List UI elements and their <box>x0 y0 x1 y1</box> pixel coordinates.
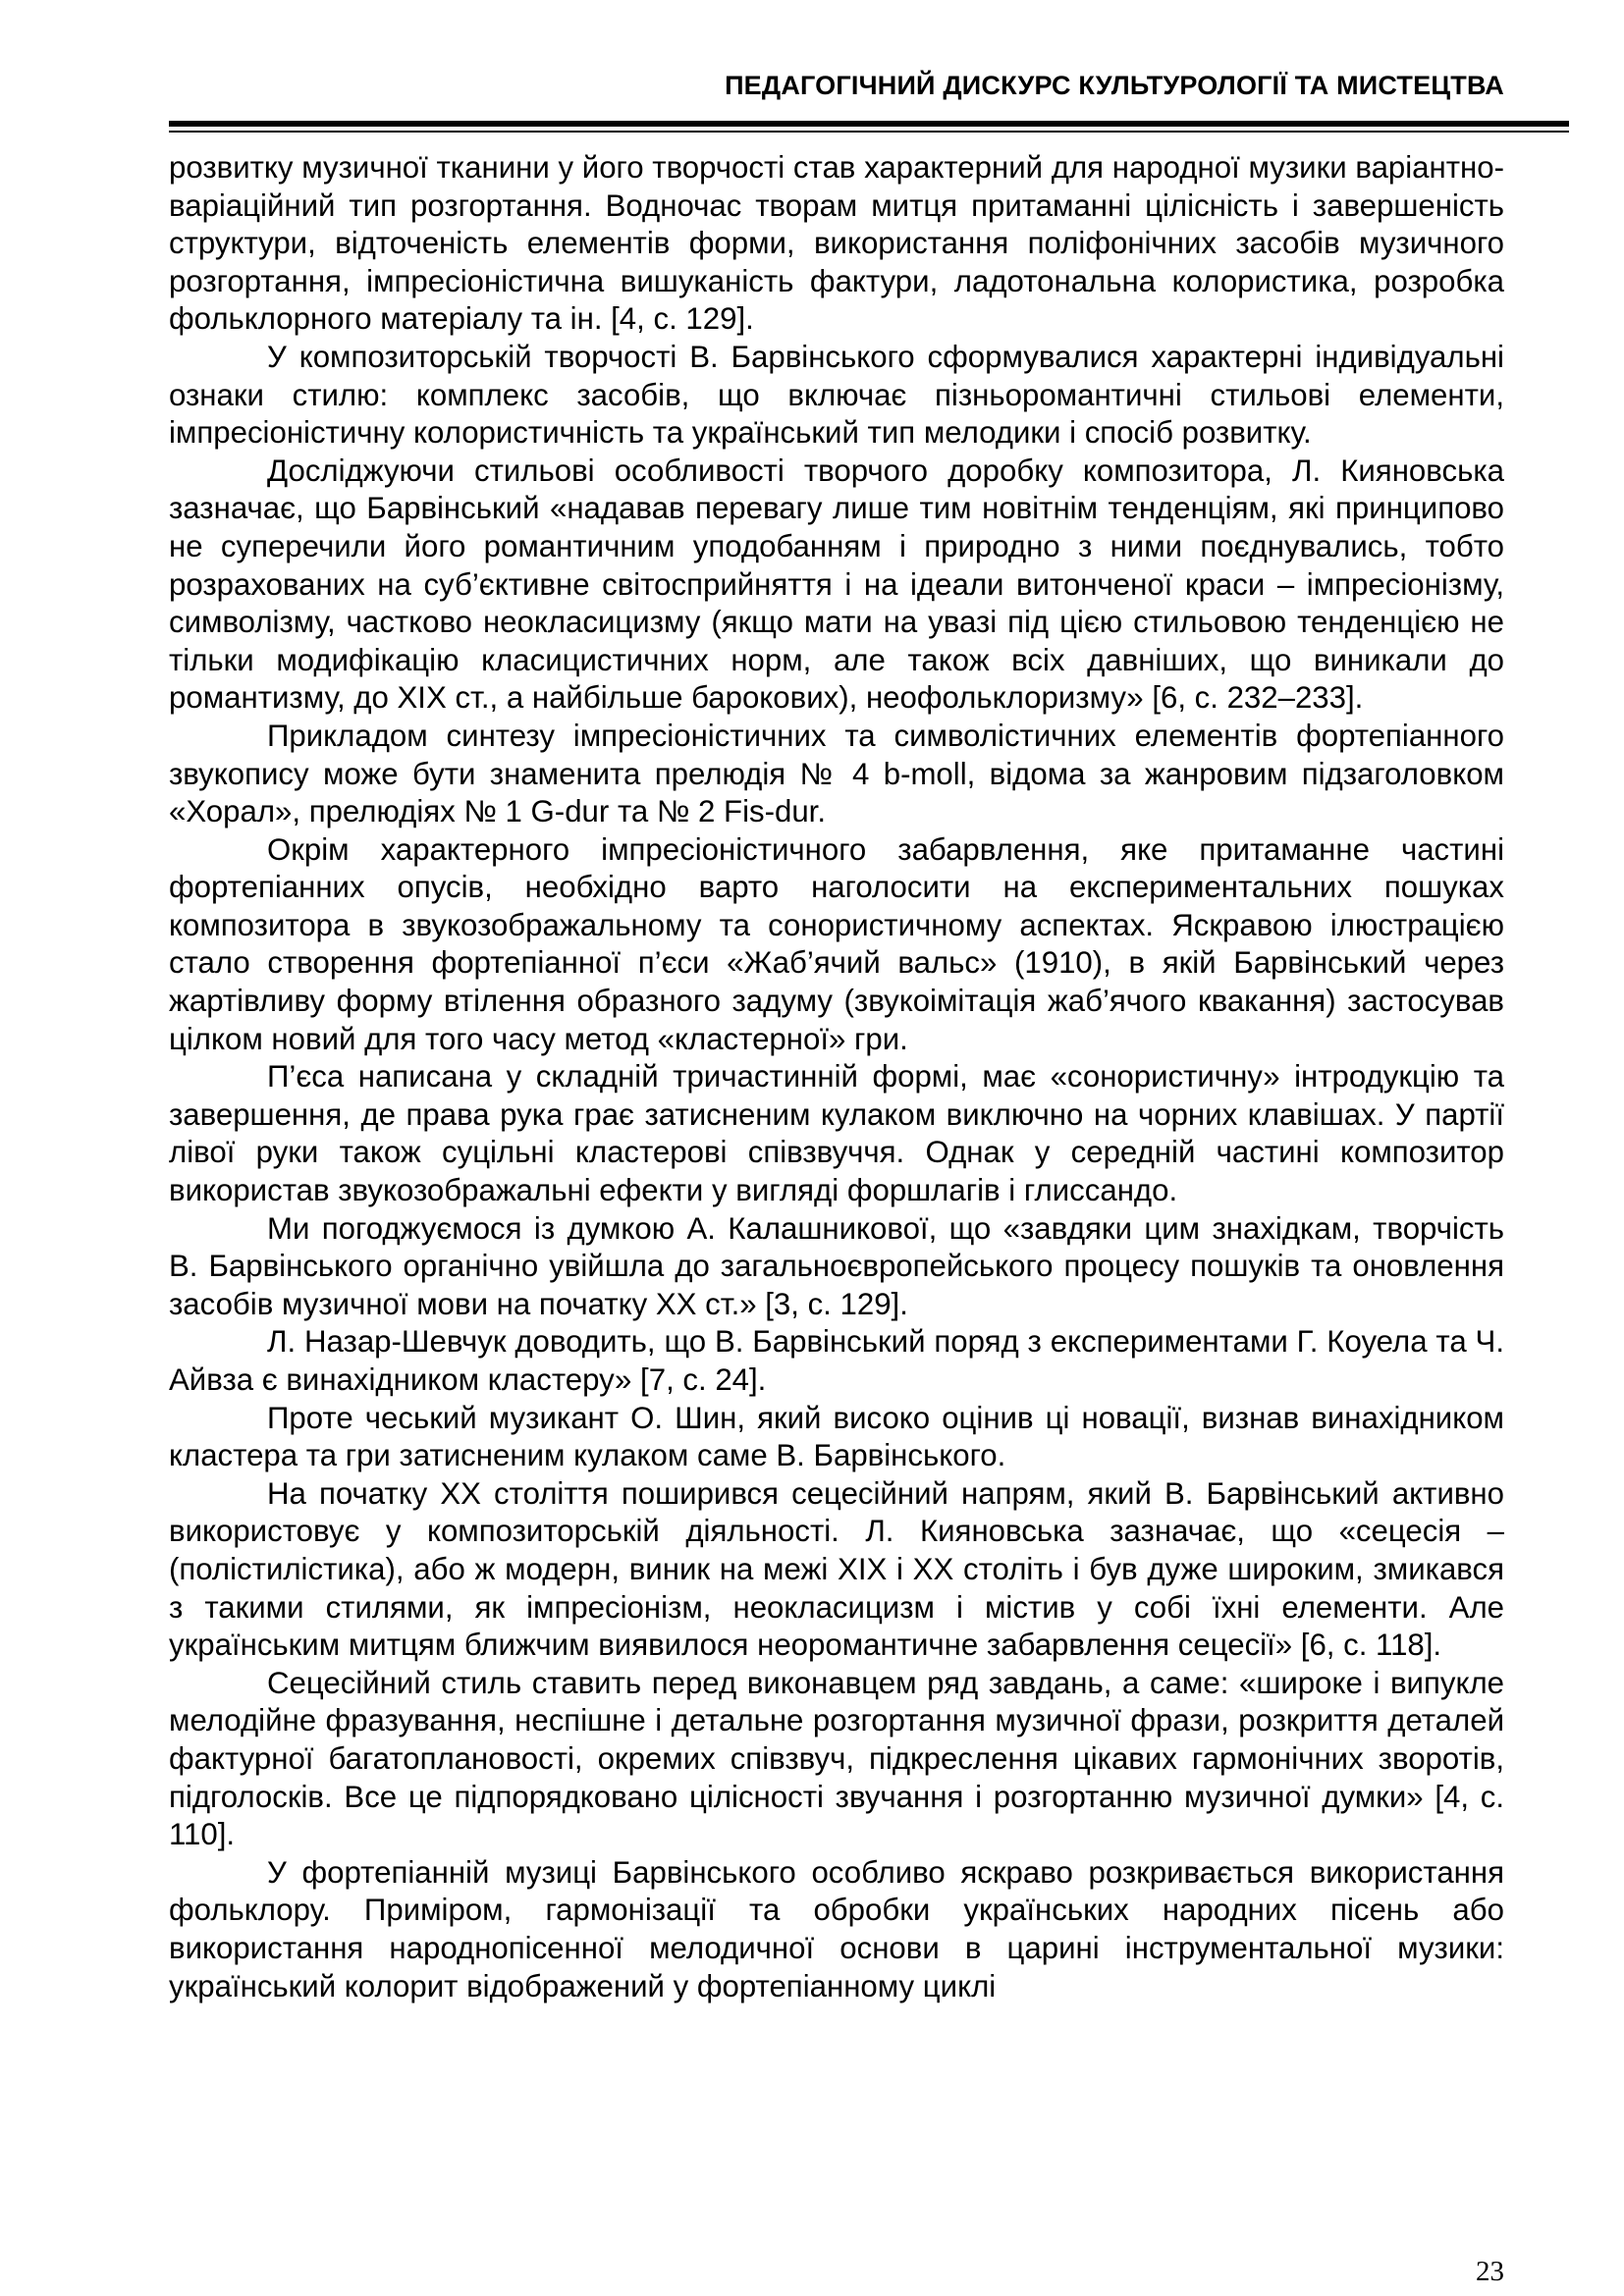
paragraph: П’єса написана у складній тричастинній формі, має «сонористичну» інтродукцію та завершення, де права рука грає затисненим кулаком виключно на чорних клавішах. У партії лівої руки також суцільні кластерові співзвуччя. Однак у середній частині композитор використав звукозображальні ефекти у вигляді форшлагів і глиссандо. <box>169 1059 1504 1208</box>
paragraph: Сецесійний стиль ставить перед виконавцем ряд завдань, а саме: «широке і випукле мелодійне фразування, неспішне і детальне розгортання музичної фрази, розкриття деталей фактурної багатоплановості, окремих співзвуч, підкреслення цікавих гармонічних зворотів, підголосків. Все це підпорядковано цілісності звучання і розгортанню музичної думки» [4, с. 110]. <box>169 1665 1504 1852</box>
paragraph: Проте чеський музикант О. Шин, який високо оцінив ці новації, визнав винахідником кластера та гри затисненим кулаком саме В. Барвінського. <box>169 1400 1504 1473</box>
paragraph: Досліджуючи стильові особливості творчого доробку композитора, Л. Кияновська зазначає, що Барвінський «надавав перевагу лише тим новітнім тенденціям, які принципово не суперечили його романтичним уподобанням і природно з ними поєднувались, тобто розрахованих на суб’єктивне світосприйняття і на ідеали витонченої краси – імпресіонізму, символізму, частково неокласицизму (якщо мати на увазі під цією стильовою тенденцією не тільки модифікацію класицистичних норм, але також всіх давніших, що виникали до романтизму, до XIX ст., а найбільше барокових), неофольклоризму» [6, с. 232–233]. <box>169 453 1504 716</box>
header-rule-thin <box>169 131 1569 133</box>
paragraph: У композиторській творчості В. Барвінського сформувалися характерні індивідуальні ознаки стилю: комплекс засобів, що включає пізньоромантичні стильові елементи, імпресіоністичну колористичність та український тип мелодики і спосіб розвитку. <box>169 339 1504 451</box>
paragraph: На початку XX століття поширився сецесійний напрям, який В. Барвінський активно використовує у композиторській діяльності. Л. Кияновська зазначає, що «сецесія – (полістилістика), або ж модерн, виник на межі XIX і XX століть і був дуже широким, змикався з такими стилями, як імпресіонізм, неокласицизм і містив у собі їхні елементи. Але українським митцям ближчим виявилося неоромантичне забарвлення сецесії» [6, с. 118]. <box>169 1475 1504 1663</box>
paragraph: Л. Назар-Шевчук доводить, що В. Барвінський поряд з експериментами Г. Коуела та Ч. Айвза є винахідником кластеру» [7, с. 24]. <box>169 1324 1504 1397</box>
paragraph: Окрім характерного імпресіоністичного забарвлення, яке притаманне частині фортепіанних опусів, необхідно варто наголосити на експериментальних пошуках композитора в звукозображальному та сонористичному аспектах. Яскравою ілюстрацією стало створення фортепіанної п’єси «Жаб’ячий вальс» (1910), в якій Барвінський через жартівливу форму втілення образного задуму (звукоімітація жаб’ячого квакання) застосував цілком новий для того часу метод «кластерної» гри. <box>169 831 1504 1056</box>
paragraph-continuation: розвитку музичної тканини у його творчості став характерний для народної музики варіантно-варіаційний тип розгортання. Водночас творам митця притаманні цілісність і завершеність структури, відточеність елементів форми, використання поліфонічних засобів музичного розгортання, імпресіоністична вишуканість фактури, ладотональна колористика, розробка фольклорного матеріалу та ін. [4, с. 129]. <box>169 150 1504 337</box>
paragraph: У фортепіанній музиці Барвінського особливо яскраво розкривається використання фольклору. Примірoм, гармонізації та обробки українських народних пісень або використання народнопісенної мелодичної основи в царині інструментальної музики: український колорит відображений у фортепіанному циклі <box>169 1854 1504 2003</box>
paragraph: Прикладом синтезу імпресіоністичних та символістичних елементів фортепіанного звукопису може бути знаменита прелюдія № 4 b-moll, відома за жанровим підзаголовком «Хорал», прелюдіях № 1 G-dur та № 2 Fis-dur. <box>169 718 1504 829</box>
page-number: 23 <box>1476 2256 1504 2287</box>
article-body <box>169 149 1504 2005</box>
running-header: ПЕДАГОГІЧНИЙ ДИСКУРС КУЛЬТУРОЛОГІЇ ТА МИСТЕЦТВА <box>725 71 1504 100</box>
header-rule-thick <box>169 121 1569 127</box>
paragraph: Ми погоджуємося із думкою А. Калашникової, що «завдяки цим знахідкам, творчість В. Барвінського органічно увійшла до загальноєвропейського процесу пошуків та оновлення засобів музичної мови на початку XX ст.» [3, с. 129]. <box>169 1210 1504 1321</box>
